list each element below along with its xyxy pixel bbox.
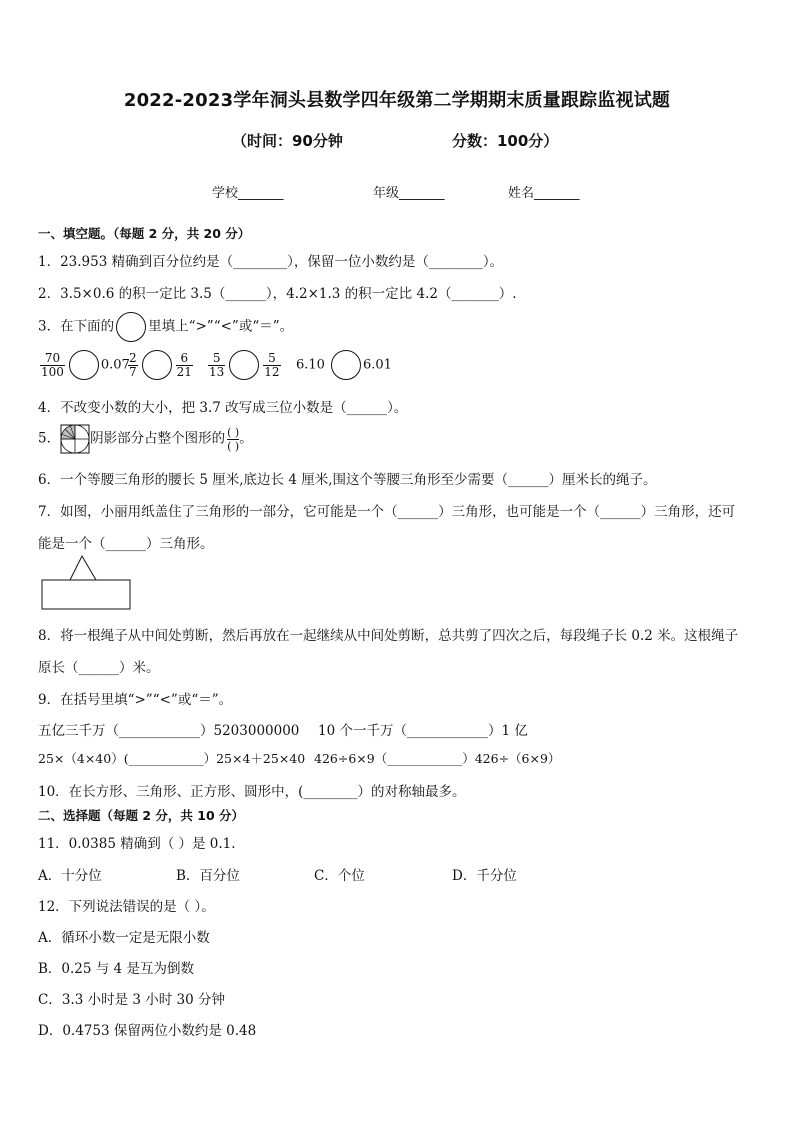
question-11: 11．0.0385 精确到（ ）是 0.1.	[38, 836, 236, 852]
grade-field: 年级_______	[373, 186, 445, 201]
answer-circle-icon[interactable]	[331, 350, 361, 380]
question-9: 9．在括号里填“>”“<”或“＝”。	[38, 692, 233, 708]
exam-score: 分数：100分）	[452, 132, 559, 150]
q11-option-b[interactable]: B．百分位	[176, 868, 240, 884]
compare-b	[126, 350, 195, 380]
question-9-item-4: 426÷6×9（____________）426÷（6×9）	[314, 751, 561, 766]
question-3-pre: 3．在下面的	[38, 318, 115, 335]
q12-option-c[interactable]: C．3.3 小时是 3 小时 30 分钟	[38, 992, 226, 1008]
question-5-pre: 5．	[38, 430, 61, 447]
fraction-6-21: $\frac{6}{21}$	[176, 350, 192, 379]
fraction-5-12: $\frac{5}{12}$	[264, 350, 280, 379]
answer-circle-icon[interactable]	[69, 350, 99, 380]
question-1: 1．23.953 精确到百分位约是（________），保留一位小数约是（________）。	[38, 254, 504, 270]
fraction-70-100: $\frac{70}{100}$	[41, 350, 64, 379]
question-9-item-3: 25×（4×40）(____________）25×4＋25×40	[38, 751, 306, 766]
question-7-line1: 7．如图，小丽用纸盖住了三角形的一部分，它可能是一个（______）三角形，也可能是一个（______）三角形，还可	[38, 504, 736, 520]
section1-heading: 一、填空题。（每题 2 分，共 20 分）	[38, 226, 251, 241]
compare-c	[206, 350, 283, 380]
section2-heading: 二、选择题（每题 2 分，共 10 分）	[38, 808, 245, 823]
question-10: 10．在长方形、三角形、正方形、圆形中，(________）的对称轴最多。	[38, 784, 466, 800]
page-title: 2022-2023学年洞头县数学四年级第二学期期末质量跟踪监视试题	[123, 90, 671, 111]
question-12: 12．下列说法错误的是（ ）。	[38, 899, 215, 915]
exam-time: （时间：90分钟	[232, 132, 343, 150]
shaded-quarter-square-icon	[60, 424, 90, 454]
q11-option-c[interactable]: C．个位	[314, 868, 365, 884]
value-0-07: 0.07	[100, 357, 130, 373]
question-8-line1: 8．将一根绳子从中间处剪断，然后再放在一起继续从中间处剪断，总共剪了四次之后，每段绳子长 0.2 米。这根绳子	[38, 628, 739, 644]
question-5: 5． 阴影部分占整个图形的 $\frac{( )}{( )}$ 。	[38, 425, 253, 453]
compare-d	[296, 350, 392, 380]
question-4: 4．不改变小数的大小，把 3.7 改写成三位小数是（______）。	[38, 400, 408, 416]
q12-option-a[interactable]: A．循环小数一定是无限小数	[38, 930, 210, 946]
question-7-line2: 能是一个（______）三角形。	[38, 536, 214, 552]
question-3	[38, 312, 293, 342]
question-9-item-1: 五亿三千万（____________）5203000000	[38, 723, 300, 739]
question-5-post: 阴影部分占整个图形的	[90, 430, 226, 447]
question-9-item-2: 10 个一千万（____________）1 亿	[318, 723, 528, 739]
value-6-01: 6.01	[362, 357, 392, 373]
covered-triangle-icon	[40, 554, 134, 612]
q11-option-d[interactable]: D．千分位	[452, 868, 517, 884]
answer-fraction[interactable]: $\frac{( )}{( )}$	[227, 425, 240, 453]
answer-circle-icon[interactable]	[142, 350, 172, 380]
q12-option-d[interactable]: D．0.4753 保留两位小数约是 0.48	[38, 1023, 257, 1039]
name-field: 姓名_______	[508, 186, 580, 201]
q11-option-a[interactable]: A．十分位	[38, 868, 102, 884]
answer-circle-icon[interactable]	[229, 350, 259, 380]
question-6: 6．一个等腰三角形的腰长 5 厘米,底边长 4 厘米,围这个等腰三角形至少需要（______）厘米长的绳子。	[38, 472, 657, 488]
school-field: 学校_______	[212, 186, 284, 201]
compare-a	[38, 350, 130, 380]
question-2: 2．3.5×0.6 的积一定比 3.5（______），4.2×1.3 的积一定比 4.2（_______）.	[38, 286, 517, 302]
question-3-post: 里填上“>”“<”或“＝”。	[148, 318, 294, 335]
fraction-2-7: $\frac{2}{7}$	[129, 350, 137, 379]
question-8-line2: 原长（______）米。	[38, 660, 160, 676]
blank-circle-icon	[116, 312, 146, 342]
fraction-5-13: $\frac{5}{13}$	[209, 350, 225, 379]
q12-option-b[interactable]: B．0.25 与 4 是互为倒数	[38, 961, 194, 977]
value-6-10: 6.10	[296, 357, 325, 373]
